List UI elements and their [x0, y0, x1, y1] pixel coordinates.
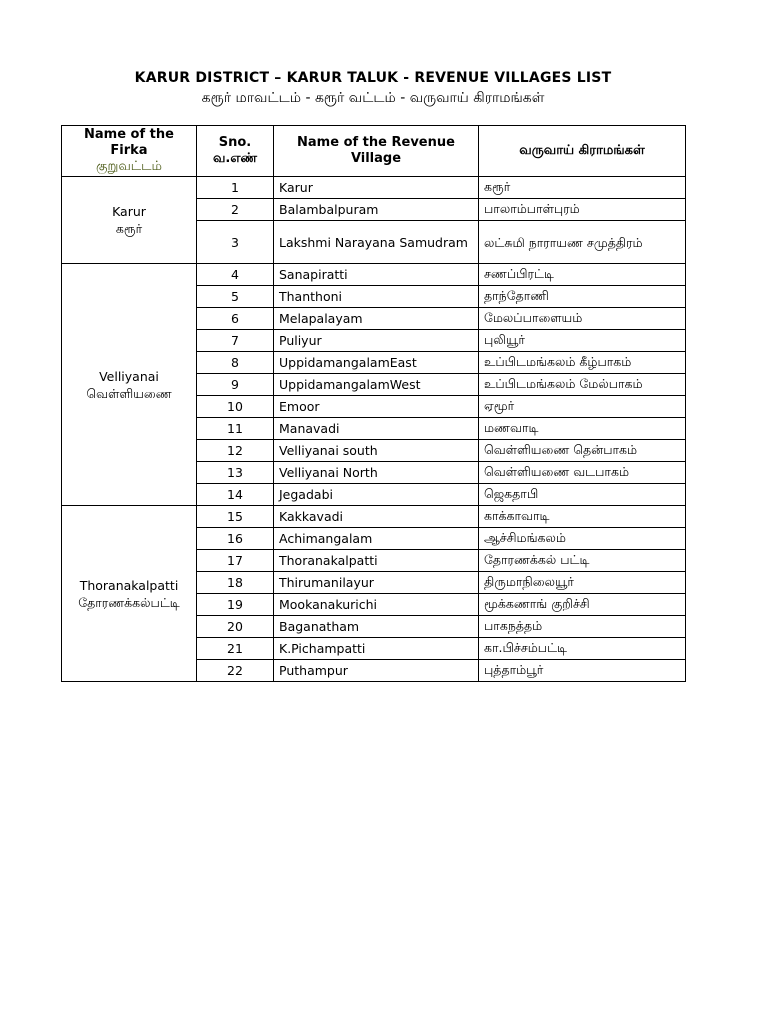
- sno-cell: 21: [197, 638, 274, 660]
- firka-name-tamil: தோரணக்கல்பட்டி: [78, 594, 180, 610]
- village-name-cell: UppidamangalamEast: [274, 352, 479, 374]
- sno-cell: 10: [197, 396, 274, 418]
- firka-name: Velliyanai: [99, 368, 159, 384]
- header-village-label: Name of the Revenue Village: [297, 135, 455, 166]
- header-sno-label: Sno.: [218, 135, 252, 150]
- village-name-cell: Velliyanai south: [274, 440, 479, 462]
- village-tamil-cell: கரூர்: [479, 177, 686, 199]
- firka-cell: [62, 177, 197, 264]
- sno-cell: 7: [197, 330, 274, 352]
- village-name-cell: Emoor: [274, 396, 479, 418]
- village-name-cell: Lakshmi Narayana Samudram: [274, 221, 479, 264]
- village-tamil-cell: ஜெகதாபி: [479, 484, 686, 506]
- village-name-cell: Baganatham: [274, 616, 479, 638]
- sno-cell: 9: [197, 374, 274, 396]
- village-tamil-cell: தாந்தோணி: [479, 286, 686, 308]
- sno-cell: 12: [197, 440, 274, 462]
- village-name-cell: Balambalpuram: [274, 199, 479, 221]
- village-tamil-cell: ஆச்சிமங்கலம்: [479, 528, 686, 550]
- village-tamil-cell: பாலாம்பாள்புரம்: [479, 199, 686, 221]
- village-tamil-cell: மேலப்பாளையம்: [479, 308, 686, 330]
- header-sno: [197, 126, 274, 177]
- sno-cell: 1: [197, 177, 274, 199]
- sno-cell: 4: [197, 264, 274, 286]
- sno-cell: 13: [197, 462, 274, 484]
- table-row: [62, 506, 686, 528]
- firka-name: Thoranakalpatti: [79, 577, 179, 593]
- sno-cell: 19: [197, 594, 274, 616]
- village-tamil-cell: மணவாடி: [479, 418, 686, 440]
- sno-cell: 14: [197, 484, 274, 506]
- village-name-cell: Velliyanai North: [274, 462, 479, 484]
- sno-cell: 18: [197, 572, 274, 594]
- village-name-cell: Thirumanilayur: [274, 572, 479, 594]
- village-tamil-cell: கா.பிச்சம்பட்டி: [479, 638, 686, 660]
- village-tamil-cell: லட்சுமி நாராயண சமுத்திரம்: [479, 221, 686, 264]
- village-name-cell: Kakkavadi: [274, 506, 479, 528]
- sno-cell: 20: [197, 616, 274, 638]
- page-title: KARUR DISTRICT – KARUR TALUK - REVENUE VILLAGES LIST: [134, 70, 612, 86]
- page-subtitle-tamil: கரூர் மாவட்டம் - கரூர் வட்டம் - வருவாய் கிராமங்கள்: [201, 90, 545, 106]
- village-tamil-cell: உப்பிடமங்கலம் கீழ்பாகம்: [479, 352, 686, 374]
- sno-cell: 15: [197, 506, 274, 528]
- table-row: [62, 177, 686, 199]
- village-tamil-cell: புத்தாம்பூர்: [479, 660, 686, 682]
- village-name-cell: UppidamangalamWest: [274, 374, 479, 396]
- village-tamil-cell: காக்காவாடி: [479, 506, 686, 528]
- village-tamil-cell: வெள்ளியணை தென்பாகம்: [479, 440, 686, 462]
- sno-cell: 22: [197, 660, 274, 682]
- revenue-villages-table: [61, 125, 686, 682]
- firka-name-tamil: வெள்ளியணை: [86, 385, 172, 401]
- sno-cell: 3: [197, 221, 274, 264]
- header-village-tamil-label: வருவாய் கிராமங்கள்: [519, 143, 645, 158]
- village-tamil-cell: ஏமூர்: [479, 396, 686, 418]
- sno-cell: 17: [197, 550, 274, 572]
- header-firka-label: Name of the Firka: [84, 127, 174, 158]
- village-name-cell: Sanapiratti: [274, 264, 479, 286]
- village-name-cell: Achimangalam: [274, 528, 479, 550]
- firka-name: Karur: [112, 204, 146, 219]
- header-village-tamil: [479, 126, 686, 177]
- header-village: [274, 126, 479, 177]
- village-name-cell: K.Pichampatti: [274, 638, 479, 660]
- village-name-cell: Thoranakalpatti: [274, 550, 479, 572]
- sno-cell: 16: [197, 528, 274, 550]
- village-tamil-cell: தோரணக்கல் பட்டி: [479, 550, 686, 572]
- village-tamil-cell: திருமாநிலையூர்: [479, 572, 686, 594]
- village-tamil-cell: பாகநத்தம்: [479, 616, 686, 638]
- village-name-cell: Karur: [274, 177, 479, 199]
- village-name-cell: Puliyur: [274, 330, 479, 352]
- village-tamil-cell: புலியூர்: [479, 330, 686, 352]
- header-firka-tamil: குறுவட்டம்: [96, 159, 162, 174]
- firka-cell: [62, 264, 197, 506]
- village-tamil-cell: வெள்ளியணை வடபாகம்: [479, 462, 686, 484]
- table-header-row: [62, 126, 686, 177]
- sno-cell: 5: [197, 286, 274, 308]
- village-name-cell: Manavadi: [274, 418, 479, 440]
- village-name-cell: Melapalayam: [274, 308, 479, 330]
- table-body: [62, 177, 686, 682]
- sno-cell: 6: [197, 308, 274, 330]
- firka-cell: [62, 506, 197, 682]
- sno-cell: 11: [197, 418, 274, 440]
- firka-name-tamil: கரூர்: [115, 221, 143, 236]
- village-tamil-cell: சணப்பிரட்டி: [479, 264, 686, 286]
- header-sno-tamil: வ.எண்: [212, 151, 258, 166]
- village-name-cell: Thanthoni: [274, 286, 479, 308]
- village-tamil-cell: மூக்கணாங் குறிச்சி: [479, 594, 686, 616]
- table-row: [62, 264, 686, 286]
- sno-cell: 8: [197, 352, 274, 374]
- village-name-cell: Puthampur: [274, 660, 479, 682]
- header-firka: [62, 126, 197, 177]
- sno-cell: 2: [197, 199, 274, 221]
- village-tamil-cell: உப்பிடமங்கலம் மேல்பாகம்: [479, 374, 686, 396]
- village-name-cell: Mookanakurichi: [274, 594, 479, 616]
- village-name-cell: Jegadabi: [274, 484, 479, 506]
